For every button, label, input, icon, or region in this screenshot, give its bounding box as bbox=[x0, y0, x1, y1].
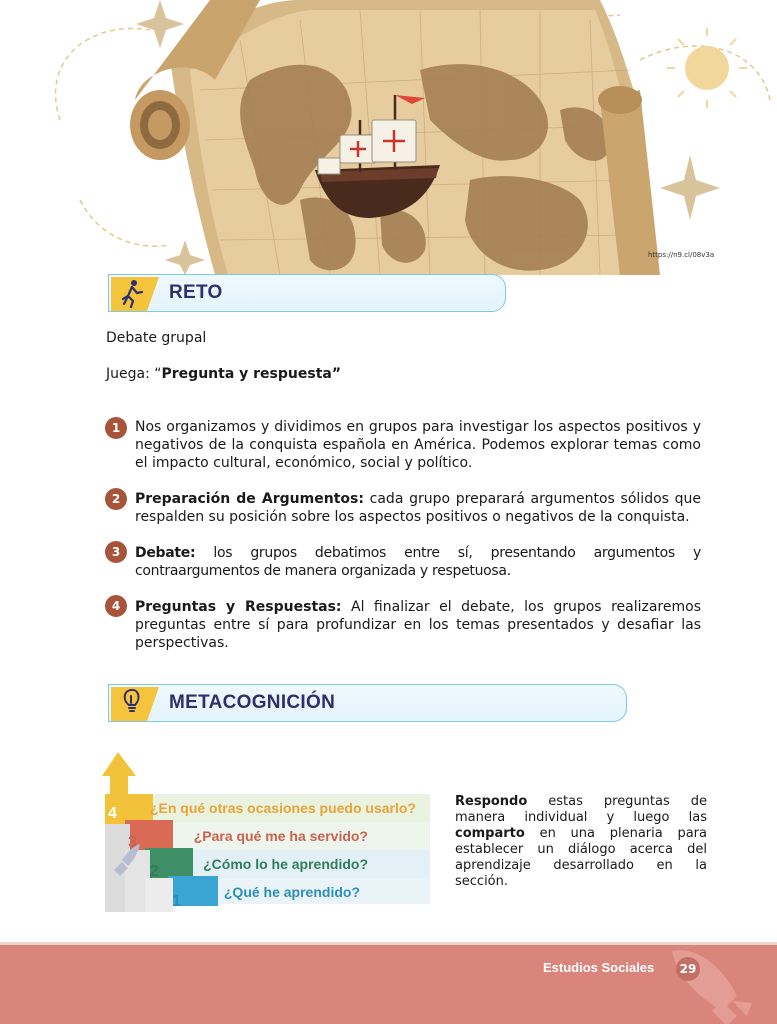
reto-banner bbox=[108, 274, 506, 312]
step-question-4: ¿En qué otras ocasiones puedo usarlo? bbox=[149, 800, 416, 816]
item-number-1: 1 bbox=[105, 417, 127, 439]
step-number-2: 2 bbox=[150, 863, 159, 880]
step-question-2: ¿Cómo lo he aprendido? bbox=[203, 856, 368, 872]
debate-label: Debate grupal bbox=[106, 330, 207, 346]
map-scroll-illustration bbox=[0, 0, 777, 275]
metacognicion-banner bbox=[108, 684, 627, 722]
page-footer bbox=[0, 945, 777, 1024]
metacognition-instructions: Respondo estas preguntas de manera individual y luego las comparto en una plenaria para establecer un diálogo acerca del aprendizaje desarrollado en la sección. bbox=[455, 794, 707, 889]
juega-prefix: Juega: “ bbox=[106, 366, 162, 382]
step-question-1: ¿Qué he aprendido? bbox=[223, 884, 360, 900]
juega-game-name: Pregunta y respuesta” bbox=[161, 366, 342, 382]
item-text-1: Nos organizamos y dividimos en grupos para investigar los aspectos positivos y negativos de la conquista española en América. Podemos explorar temas como el impacto cultural, económico, social y político. bbox=[135, 419, 701, 471]
item-number-3: 3 bbox=[105, 541, 127, 563]
item-number-4: 4 bbox=[105, 595, 127, 617]
runner-icon bbox=[107, 271, 165, 315]
lightbulb-icon bbox=[107, 681, 165, 725]
learning-stairs bbox=[100, 752, 435, 912]
item-number-2: 2 bbox=[105, 488, 127, 510]
item-text-2: Preparación de Argumentos: cada grupo preparará argumentos sólidos que respalden su posición sobre los aspectos positivos o negativos de la conquista. bbox=[135, 491, 702, 525]
image-source-link[interactable]: https://n9.cl/08v3a bbox=[648, 251, 715, 259]
reto-title: RETO bbox=[169, 282, 223, 303]
juega-line bbox=[106, 365, 341, 383]
step-question-3: ¿Para qué me ha servido? bbox=[193, 828, 368, 844]
hero-illustration bbox=[0, 0, 777, 275]
item-text-3: Debate: los grupos debatimos entre sí, presentando argumentos y contraargumentos de manera organizada y respetuosa. bbox=[135, 545, 701, 579]
rocket-watermark-icon bbox=[652, 941, 752, 1024]
page-number: 29 bbox=[676, 957, 700, 981]
subject-name: Estudios Sociales bbox=[543, 960, 655, 975]
metacognicion-title: METACOGNICIÓN bbox=[169, 692, 336, 713]
step-number-1: 1 bbox=[172, 893, 181, 910]
item-text-4: Preguntas y Respuestas: Al finalizar el debate, los grupos realizaremos preguntas entre sí para profundizar en los temas presentados y desafiar las perspectivas. bbox=[135, 599, 701, 651]
step-number-4: 4 bbox=[108, 805, 117, 822]
step-number-3: 3 bbox=[128, 834, 137, 851]
